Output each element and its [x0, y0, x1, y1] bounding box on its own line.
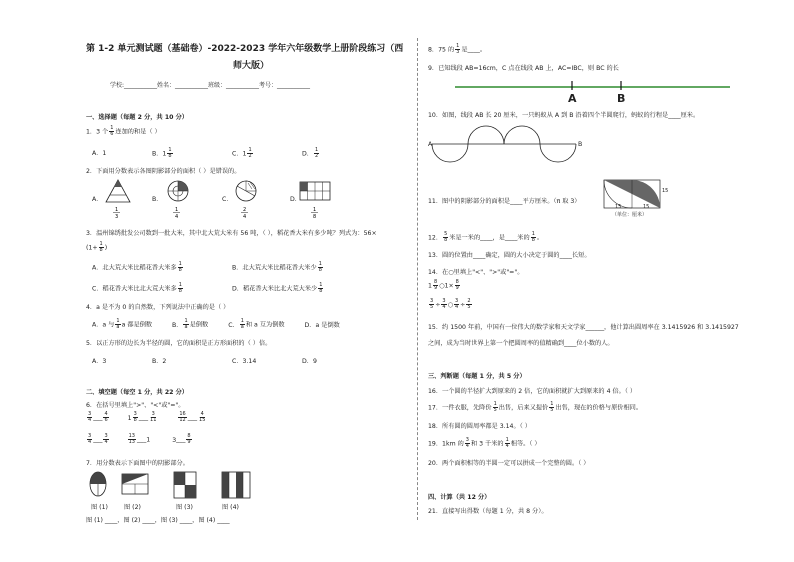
q1-option-b: B．1 $\frac{1}{8}$: [152, 147, 172, 159]
question-15-b: 之间，成为当时世界上第一个把圆周率的值精确到____位小数的人。: [428, 340, 614, 347]
q3-expression: (1+ $\frac{1}{8}$ ): [86, 241, 108, 253]
question-16: 16．一个圆的半径扩大到原来的 2 倍，它的面积就扩大到原来的 4 倍。（ ）: [428, 388, 637, 395]
question-17: 17．一件衣服，先降价 $\frac{1}{5}$ 出售，后来又提价 $\frac{1}{5}$ 出售，现在的价格与原价相同。: [428, 401, 643, 413]
svg-text:2: 2: [243, 207, 247, 213]
question-9: 9．已知线段 AB=16cm，C 点在线段 AB 上，AC=IBC，则 BC 的长: [428, 65, 619, 72]
fraction: $\frac{1}{6}$: [110, 125, 114, 137]
question-5: 5．以正方形的边长为半径的圆，它的面积是正方形面积的（ ）倍。: [86, 340, 272, 347]
q1-text-b: 连加的和是（ ）: [115, 128, 161, 136]
q2-option-b-label: B．: [152, 196, 163, 203]
q6-row-1: $\frac{3}{4}$ ___ $\frac{4}{6}$ 1 $\frac{3}{8}$ ___ $\frac{3}{11}$ $\frac{16}{12}$ ___ $\frac{4}{15}$: [88, 411, 206, 423]
svg-text:4: 4: [243, 214, 247, 220]
title-line-2: 师大版）: [232, 61, 269, 72]
point-a-label: A: [568, 92, 577, 105]
question-2: 2．下面用分数表示各图阴影部分的面积（ ）是错误的。: [86, 168, 241, 175]
question-13: 13．圆的位置由____确定，圆的大小决定于圆的____长短。: [428, 252, 591, 259]
q9-segment-figure: [455, 80, 735, 106]
q2-option-a-label: A．: [92, 196, 103, 203]
title-line-1: 第 1-2 单元测试题（基础卷）-2022-2023 学年六年级数学上册阶段练习（西: [86, 44, 404, 54]
page-title: [86, 41, 416, 75]
question-12: 12． $\frac{5}{8}$ 米是一米的____，是____米的 $\frac{1}{8}$ 。: [428, 231, 544, 243]
q3-text: 3．温州锦绣批发公司数到一批大米，其中北大荒大米有 56 吨，（ ），稻花香大米有多少吨？列式为：56×: [86, 230, 377, 237]
q2-hatched-circle-figure: [236, 181, 256, 220]
question-3: [86, 228, 412, 237]
svg-text:1: 1: [313, 207, 317, 213]
q2-triangle-figure: [106, 180, 130, 220]
question-6: 6．在括号里填上">"、"<"或"="。: [86, 402, 185, 409]
q14-row-2: $\frac{3}{5}$ ÷ $\frac{3}{4}$ ○ $\frac{3}{4}$ ÷ $\frac{2}{5}$: [430, 298, 471, 310]
svg-text:4: 4: [175, 214, 179, 220]
q7-figure-2: [122, 474, 148, 494]
question-15: 15．约 1500 年前，中国有一位伟大的数学家和天文学家______，他计算出圆周率在 3.1415926 和 3.1415927: [428, 324, 739, 331]
q2-option-d-label: D．: [290, 196, 301, 203]
q7-figure-1: [90, 472, 106, 496]
svg-text:3: 3: [115, 214, 119, 220]
svg-text:8: 8: [313, 214, 317, 220]
question-10: 10．如图，线段 AB 长 20 厘米，一只蚂蚁从 A 到 B 沿着四个半圆爬行，蚂蚁的行程是____厘米。: [428, 112, 700, 119]
q7-figure-4: [222, 472, 250, 498]
question-20: 20．两个面积相等的半圆一定可以拼成一个完整的圆。（ ）: [428, 460, 590, 467]
q7-figure-3: [174, 472, 196, 498]
q2-figures: [100, 178, 340, 220]
question-19: 19．1km 的 $\frac{3}{4}$ 和 3 千米的 $\frac{1}{4}$ 相等。（ ）: [428, 437, 541, 449]
q1-text: 1．3 个: [86, 128, 109, 136]
q1-option-c: C．1 $\frac{1}{2}$: [232, 147, 252, 159]
q2-grid-figure: [300, 182, 330, 220]
q2-option-c-label: C．: [222, 196, 233, 203]
section-1-heading: 一、选择题（每题 2 分，共 10 分）: [86, 114, 188, 121]
question-7: 7．用分数表示下面图中的阴影部分。: [86, 460, 189, 467]
q7-label-1: 图 (1): [91, 504, 108, 511]
q10-label-b: B: [578, 141, 583, 148]
question-14: 14．在○里填上"<"、">"或"="。: [428, 269, 524, 276]
q3-option-b: B．北大荒大米比稻花香大米少 $\frac{1}{8}$: [232, 261, 322, 273]
column-divider: [417, 38, 418, 520]
q11-dim-2: 15: [643, 204, 650, 210]
q11-dim-3: 15: [662, 188, 669, 194]
q11-unit: （单位：厘米）: [612, 212, 648, 218]
q7-label-4: 图 (4): [222, 504, 239, 511]
q10-label-a: A: [428, 141, 433, 148]
q14-row-1: 1 $\frac{8}{9}$ ○1× $\frac{8}{9}$: [428, 279, 459, 291]
svg-text:1: 1: [115, 207, 119, 213]
q4-options: A．a 与 $\frac{1}{a}$ a 都是倒数 B． $\frac{1}{a}$ 是倒数 C． $\frac{1}{a}$ 和 a 互为倒数 D．a 是倒数: [92, 318, 340, 330]
q10-semicircles-figure: [428, 118, 588, 174]
question-1: [86, 126, 161, 137]
student-info-line: 学校:___________姓名：___________班级：___________考号：___________: [110, 82, 311, 89]
q1-option-a: A．1: [92, 150, 107, 157]
q7-label-2: 图 (2): [124, 504, 141, 511]
q2-circle-figure: [168, 181, 188, 220]
question-18: 18．所有圆的圆周率都是 3.14。（ ）: [428, 423, 531, 430]
question-11: 11．图中的阴影部分的面积是____平方厘米。（π 取 3）: [428, 198, 581, 205]
q3-option-d: D．稻花香大米比北大荒大米少 $\frac{1}{8}$: [232, 282, 323, 294]
q11-dim-1: 15: [615, 204, 622, 210]
section-3-heading: 三、判断题（每题 1 分，共 5 分）: [428, 373, 526, 380]
q3-option-c: C．稻花香大米比北大荒大米多 $\frac{1}{8}$: [92, 282, 182, 294]
q7-answers: 图 (1) ____，图 (2) ____，图 (3) ____，图 (4) ____: [86, 517, 230, 524]
question-4: 4．a 是不为 0 的自然数，下列说法中正确的是（ ）: [86, 304, 230, 311]
section-4-heading: 四、计算（共 12 分）: [428, 494, 491, 501]
question-8: 8．75 的 $\frac{1}{3}$ 是____。: [428, 43, 487, 55]
q3-option-a: A．北大荒大米比稻花香大米多 $\frac{1}{8}$: [92, 261, 182, 273]
q6-row-2: $\frac{3}{4}$ ___ $\frac{3}{4}$ $\frac{13}{13}$ ___1 3___ $\frac{8}{9}$: [88, 433, 191, 445]
q7-label-3: 图 (3): [176, 504, 193, 511]
q1-option-d: D． $\frac{1}{2}$: [302, 147, 319, 159]
worksheet-page: 第 1-2 单元测试题（基础卷）-2022-2023 学年六年级数学上册阶段练习（西 师大版） 学校:___________姓名：___________班级：___________考号：___________ 一、选择题（每题 2 分，共 10 分） 1．3 个 $\frac{1}{6}$ 连加的和是（ ） A．1 B．1 $\frac{1}{8}$ C．1 $\frac{1}{2}$ D． $\frac{1}{2}$ 2．下面用分数表示各图阴影部分的面积（ ）是错误的。 A． B． C． D． 1 3 1 4 2 4 1 8 3．温州锦绣批发公司数到一批大米，其中北大荒大米有 56 吨，（ ），稻花香大米有多少吨？列式为：56× (1+ $\frac{1}{8}$ ) A．北大荒大米比稻花香大米多 $\frac{1}{8}$ B．北大荒大米比稻花香大米少 $\frac{1}{8}$ C．稻花香大米比北大荒大米多 $\frac{1}{8}$ D．稻花香大米比北大荒大米少 $\frac{1}{8}$ 4．a 是不为 0 的自然数，下列说法中正确的是（ ） A．a 与 $\frac{1}{a}$ a 都是倒数 B． $\frac{1}{a}$ 是倒数 C． $\frac{1}{a}$ 和 a 互为倒数 D．a 是倒数 5．以正方形的边长为半径的圆，它的面积是正方形面积的（ ）倍。 A．3 B．2 C．3.14 D．9 二、填空题（每空 1 分，共 22 分） 6．在括号里填上">"、"<"或"="。 $\frac{3}{4}$ ___ $\frac{4}{6}$ 1 $\frac{3}{8}$ ___ $\frac{3}{11}$ $\frac{16}{12}$ ___ $\frac{4}{15}$ $\frac{3}{4}$ ___ $\frac{3}{4}$ $\frac{13}{13}$ ___1 3___ $\frac{8}{9}$ 7．用分数表示下面图中的阴影部分。 图 (1) 图 (2) 图 (3) 图 (4) 图 (1) ____，图 (2) ____，图 (3) ____，图 (4) ____ 8．75 的 $\frac{1}{3}$ 是____。 9．已知线段 AB=16cm，C 点在线段 AB 上，AC=IBC，则 BC 的长 A B 10．如图，线段 AB 长 20 厘米，一只蚂蚁从 A 到 B 沿着四个半圆爬行，蚂蚁的行程是____厘米。 A B 11．图中的阴影部分的面积是____平方厘米。（π 取 3） 15 15 15 （单位：厘米） 12． $\frac{5}{8}$ 米是一米的____，是____米的 $\frac{1}{8}$ 。 13．圆的位置由____确定，圆的大小决定于圆的____长短。 14．在○里填上"<"、">"或"="。 1 $\frac{8}{9}$ ○1× $\frac{8}{9}$ $\frac{3}{5}$ ÷ $\frac{3}{4}$ ○ $\frac{3}{4}$ ÷ $\frac{2}{5}$ 15．约 1500 年前，中国有一位伟大的数学家和天文学家______，他计算出圆周率在 3.1415926 和 3.1415927 之间，成为当时世界上第一个把圆周率的值精确到____位小数的人。 三、判断题（每题 1 分，共 5 分） 16．一个圆的半径扩大到原来的 2 倍，它的面积就扩大到原来的 4 倍。（ ） 17．一件衣服，先降价 $\frac{1}{5}$ 出售，后来又提价 $\frac{1}{5}$ 出售，现在的价格与原价相同。 18．所有圆的圆周率都是 3.14。（ ） 19．1km 的 $\frac{3}{4}$ 和 3 千米的 $\frac{1}{4}$ 相等。（ ） 20．两个面积相等的半圆一定可以拼成一个完整的圆。（ ） 四、计算（共 12 分） 21．直接写出得数（每题 1 分，共 8 分）。: [0, 0, 794, 562]
question-21: 21．直接写出得数（每题 1 分，共 8 分）。: [428, 508, 548, 515]
section-2-heading: 二、填空题（每空 1 分，共 22 分）: [86, 389, 188, 396]
point-b-label: B: [617, 92, 626, 105]
svg-text:1: 1: [175, 207, 179, 213]
